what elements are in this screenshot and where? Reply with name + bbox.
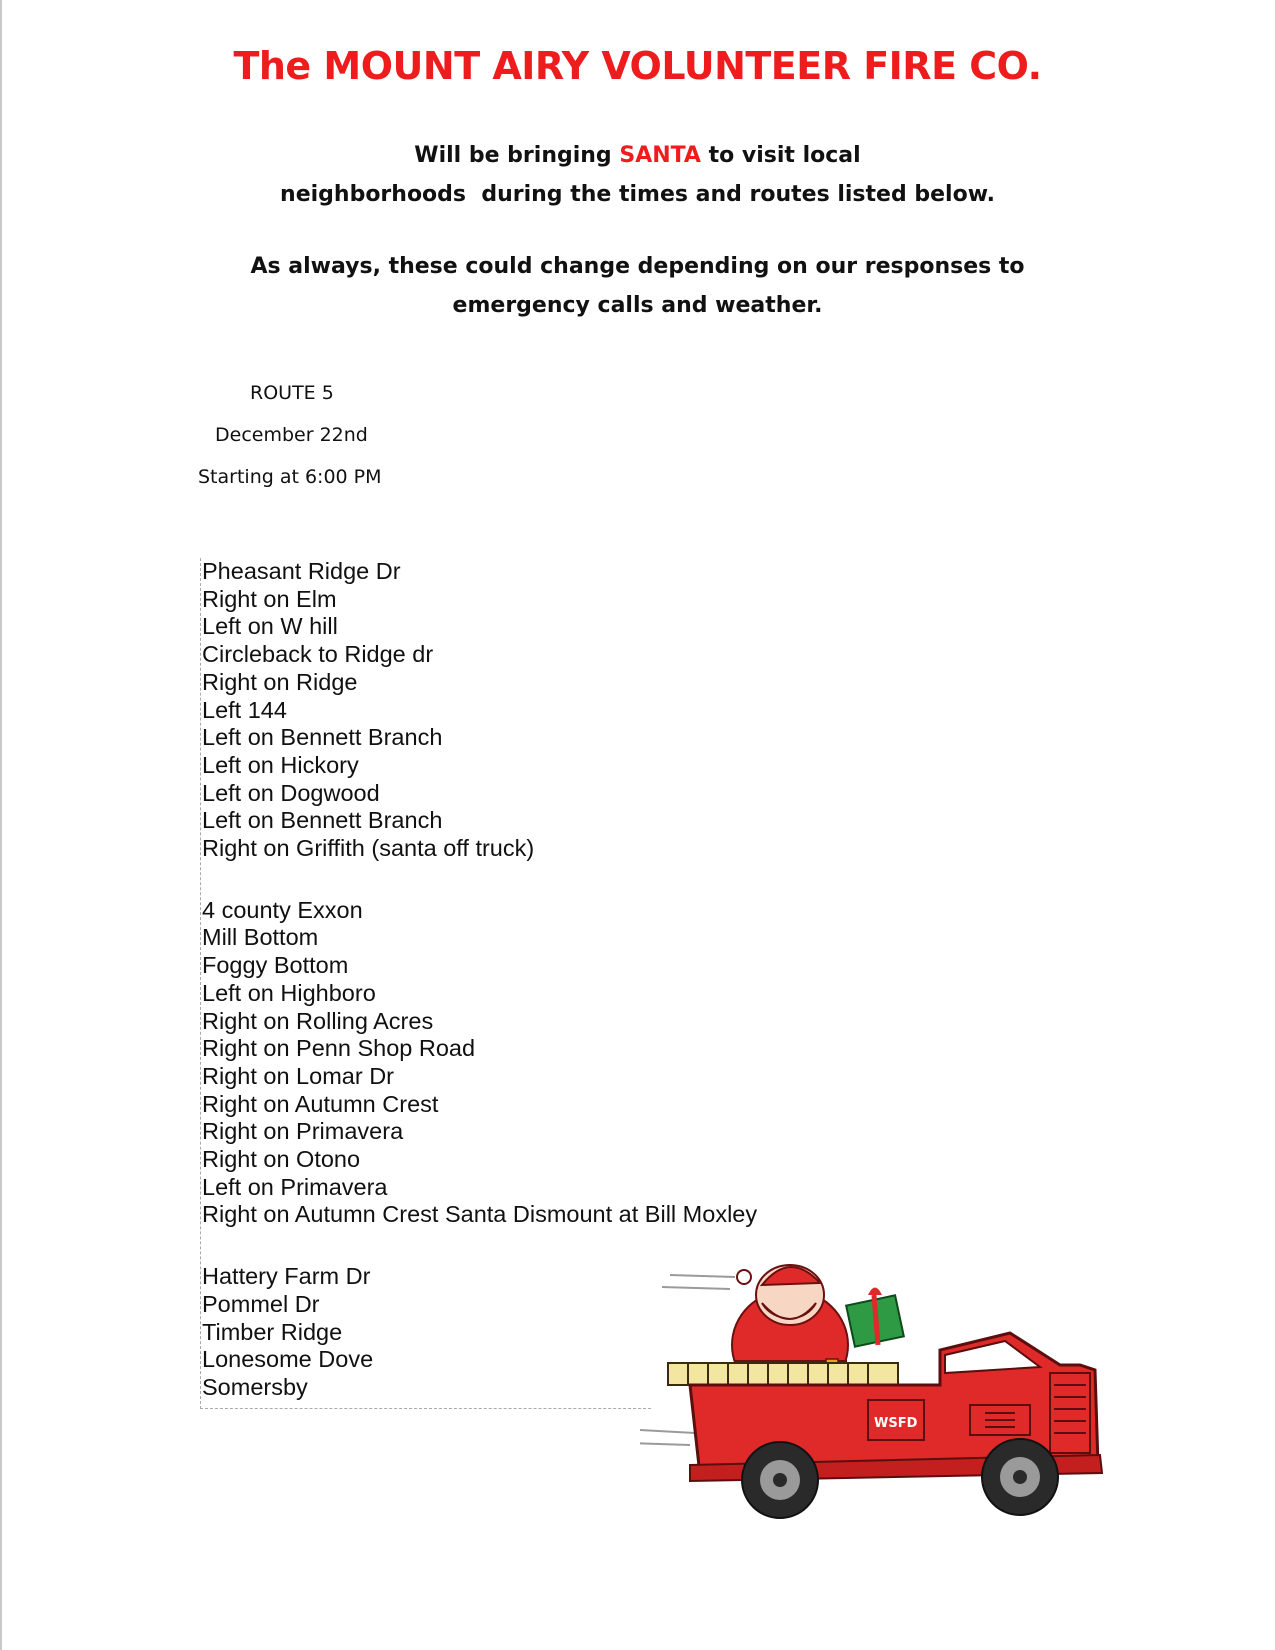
list-item: Left on Hickory: [202, 751, 359, 778]
list-item: Left on Primavera: [202, 1173, 388, 1200]
list-item: Pommel Dr: [202, 1290, 320, 1317]
route-stops: [200, 558, 758, 1409]
list-item: Somersby: [202, 1373, 308, 1400]
truck-label: WSFD: [874, 1416, 918, 1431]
list-item: Lonesome Dove: [202, 1346, 374, 1373]
list-item: Left on Bennett Branch: [202, 724, 443, 751]
list-item: Hattery Farm Dr: [202, 1263, 371, 1290]
list-item: Right on Ridge: [202, 668, 358, 695]
intro-line-1-prefix: Will be bringing: [414, 143, 620, 168]
gift-box-icon: [846, 1288, 904, 1347]
intro-line-1: [0, 136, 1275, 175]
list-item: Left on W hill: [202, 613, 338, 640]
list-item: Pheasant Ridge Dr: [202, 558, 401, 584]
list-item: Left on Dogwood: [202, 779, 380, 806]
intro-paragraph: [0, 136, 1275, 214]
list-item: Foggy Bottom: [202, 952, 349, 979]
disclaimer-line-1: As always, these could change depending on our responses to: [250, 254, 1025, 279]
intro-line-1-suffix: to visit local: [700, 143, 861, 168]
route-name: ROUTE 5: [250, 382, 334, 404]
list-item: Right on Rolling Acres: [202, 1007, 434, 1034]
santa-highlight: SANTA: [619, 143, 701, 168]
list-item: Left 144: [202, 696, 287, 723]
intro-line-2: neighborhoods during the times and routes listed below.: [280, 182, 995, 207]
route-group-1: [201, 558, 651, 863]
truck-ladder: [668, 1363, 898, 1385]
list-item: Right on Autumn Crest Santa Dismount at Bill Moxley: [202, 1201, 758, 1228]
list-item: Right on Penn Shop Road: [202, 1035, 476, 1062]
disclaimer-paragraph: [0, 247, 1275, 325]
route-group-3: [201, 1263, 651, 1402]
list-item: Left on Bennett Branch: [202, 807, 443, 834]
disclaimer-line-2: emergency calls and weather.: [452, 293, 823, 318]
list-item: Right on Elm: [202, 585, 337, 612]
list-item: Mill Bottom: [202, 924, 319, 951]
list-item: Timber Ridge: [202, 1318, 343, 1345]
list-item: Right on Griffith (santa off truck): [202, 835, 535, 862]
list-item: Left on Highboro: [202, 979, 376, 1006]
list-item: 4 county Exxon: [202, 896, 363, 923]
santa-fire-truck-illustration: [640, 1255, 1160, 1575]
list-item: Right on Autumn Crest: [202, 1090, 439, 1117]
list-item: Right on Otono: [202, 1146, 361, 1173]
route-start-time: Starting at 6:00 PM: [198, 466, 382, 488]
list-item: Right on Lomar Dr: [202, 1062, 394, 1089]
route-group-2: [201, 896, 758, 1229]
list-item: Circleback to Ridge dr: [202, 641, 434, 668]
page-title: The MOUNT AIRY VOLUNTEER FIRE CO.: [233, 44, 1042, 88]
list-item: Right on Primavera: [202, 1118, 404, 1145]
route-date: December 22nd: [215, 424, 368, 446]
